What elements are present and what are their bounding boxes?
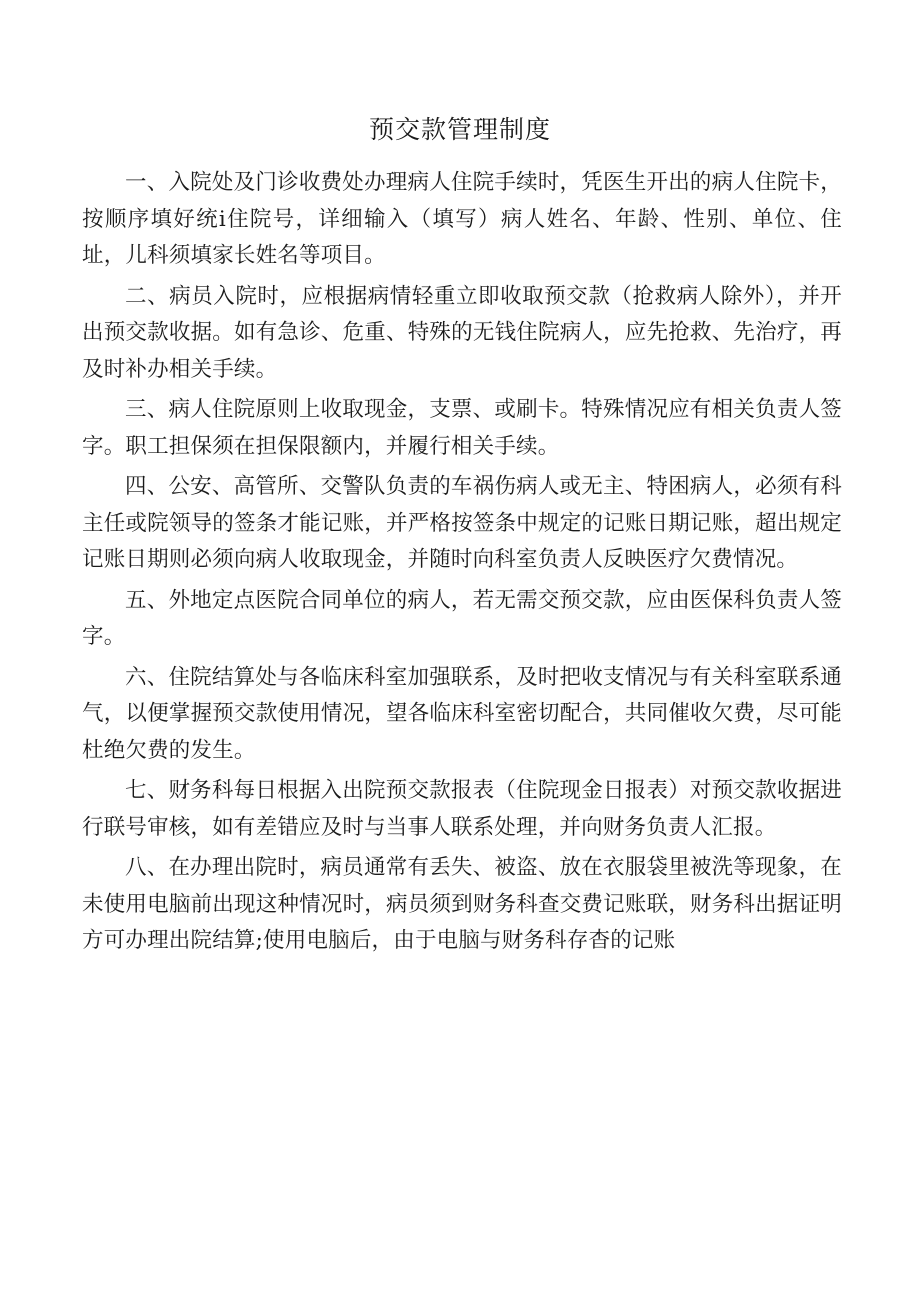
paragraph-1: 一、入院处及门诊收费处办理病人住院手续时，凭医生开出的病人住院卡，按顺序填好统i住院号，详细输入（填写）病人姓名、年龄、性别、单位、住址，儿科须填家长姓名等项目。 bbox=[82, 170, 842, 268]
paragraph-8: 八、在办理出院时，病员通常有丢失、被盗、放在衣服袋里被洗等现象，在未使用电脑前出现这种情况时，病员须到财务科查交费记账联，财务科出据证明方可办理出院结算;使用电脑后，由于电脑与财务科存杳的记账 bbox=[82, 855, 842, 953]
paragraph-2: 二、病员入院时，应根据病情轻重立即收取预交款（抢救病人除外），并开出预交款收据。如有急诊、危重、特殊的无钱住院病人，应先抢救、先治疗，再及时补办相关手续。 bbox=[82, 283, 842, 382]
paragraph-6: 六、住院结算处与各临床科室加强联系，及时把收支情况与有关科室联系通气，以便掌握预交款使用情况，望各临床科室密切配合，共同催收欠费，尽可能杜绝欠费的发生。 bbox=[82, 664, 842, 763]
paragraph-7: 七、财务科每日根据入出院预交款报表（住院现金日报表）对预交款收据进行联号审核，如有差错应及时与当事人联系处理，并向财务负责人汇报。 bbox=[82, 778, 842, 840]
paragraph-3: 三、病人住院原则上收取现金，支票、或刷卡。特殊情况应有相关负责人签字。职工担保须在担保限额内，并履行相关手续。 bbox=[82, 397, 842, 459]
paragraph-5: 五、外地定点医院合同单位的病人，若无需交预交款，应由医保科负责人签字。 bbox=[82, 587, 842, 649]
document-title: 预交款管理制度 bbox=[368, 115, 551, 144]
paragraph-4: 四、公安、高管所、交警队负责的车祸伤病人或无主、特困病人，必须有科主任或院领导的签条才能记账，并严格按签条中规定的记账日期记账，超出规定记账日期则必须向病人收取现金，并随时向科室负责人反映医疗欠费情况。 bbox=[82, 474, 842, 572]
document-body bbox=[82, 165, 842, 964]
